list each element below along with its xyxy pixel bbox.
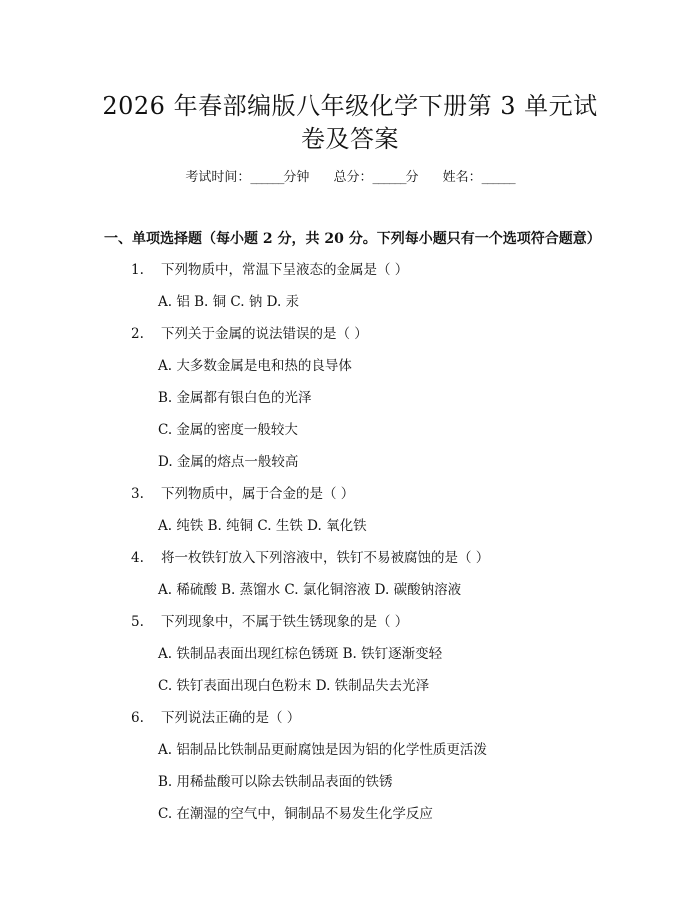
student-name-label: 姓名：: [442, 170, 482, 185]
question-5-options-ab: A. 铁制品表面出现红棕色锈斑 B. 铁钉逐渐变轻: [158, 646, 443, 662]
exam-info-line: [0, 168, 700, 188]
document-title-line-2: 卷及答案: [301, 125, 399, 153]
section-heading-single-choice: 一、单项选择题（每小题 2 分，共 20 分。下列每小题只有一个选项符合题意）: [104, 231, 601, 247]
exam-time-label: 考试时间：: [185, 170, 251, 185]
question-1-options: A. 铝 B. 铜 C. 钠 D. 汞: [158, 294, 300, 310]
question-5: [131, 612, 408, 632]
document-title-line-1: 2026 年春部编版八年级化学下册第 3 单元试: [102, 92, 598, 120]
question-number: 2.: [131, 326, 144, 342]
question-3-options: A. 纯铁 B. 纯铜 C. 生铁 D. 氧化铁: [158, 518, 367, 534]
total-score-field: [333, 170, 418, 185]
student-name-blank: ______: [481, 170, 515, 185]
question-4: [131, 548, 489, 568]
total-score-blank: ______: [372, 170, 406, 185]
question-number: 1.: [131, 262, 144, 278]
student-name-field: [443, 170, 515, 185]
exam-time-blank: ______: [250, 170, 284, 185]
question-text: 下列现象中，不属于铁生锈现象的是（ ）: [161, 614, 409, 630]
exam-time-field: [185, 170, 309, 185]
question-5-options-cd: C. 铁钉表面出现白色粉末 D. 铁制品失去光泽: [158, 678, 430, 694]
question-6-option-b: B. 用稀盐酸可以除去铁制品表面的铁锈: [158, 774, 393, 790]
question-6-option-c: C. 在潮湿的空气中，铜制品不易发生化学反应: [158, 806, 433, 822]
question-6-option-a: A. 铝制品比铁制品更耐腐蚀是因为铝的化学性质更活泼: [158, 742, 487, 758]
question-2-option-d: D. 金属的熔点一般较高: [158, 454, 299, 470]
question-number: 4.: [131, 550, 144, 566]
question-number: 3.: [131, 486, 144, 502]
question-1: [131, 260, 408, 280]
question-text: 下列物质中，属于合金的是（ ）: [161, 486, 355, 502]
question-3: [131, 484, 354, 504]
question-4-options: A. 稀硫酸 B. 蒸馏水 C. 氯化铜溶液 D. 碳酸钠溶液: [158, 582, 462, 598]
question-6: [131, 708, 300, 728]
question-2-option-a: A. 大多数金属是电和热的良导体: [158, 358, 352, 374]
question-2: [131, 324, 368, 344]
total-score-unit: 分: [405, 170, 419, 185]
exam-time-unit: 分钟: [283, 170, 310, 185]
question-text: 下列关于金属的说法错误的是（ ）: [161, 326, 368, 342]
question-number: 5.: [131, 614, 144, 630]
question-text: 将一枚铁钉放入下列溶液中，铁钉不易被腐蚀的是（ ）: [161, 550, 490, 566]
question-number: 6.: [131, 710, 144, 726]
total-score-label: 总分：: [333, 170, 373, 185]
question-text: 下列说法正确的是（ ）: [161, 710, 301, 726]
question-2-option-b: B. 金属都有银白色的光泽: [158, 390, 312, 406]
question-2-option-c: C. 金属的密度一般较大: [158, 422, 298, 438]
question-text: 下列物质中，常温下呈液态的金属是（ ）: [161, 262, 409, 278]
